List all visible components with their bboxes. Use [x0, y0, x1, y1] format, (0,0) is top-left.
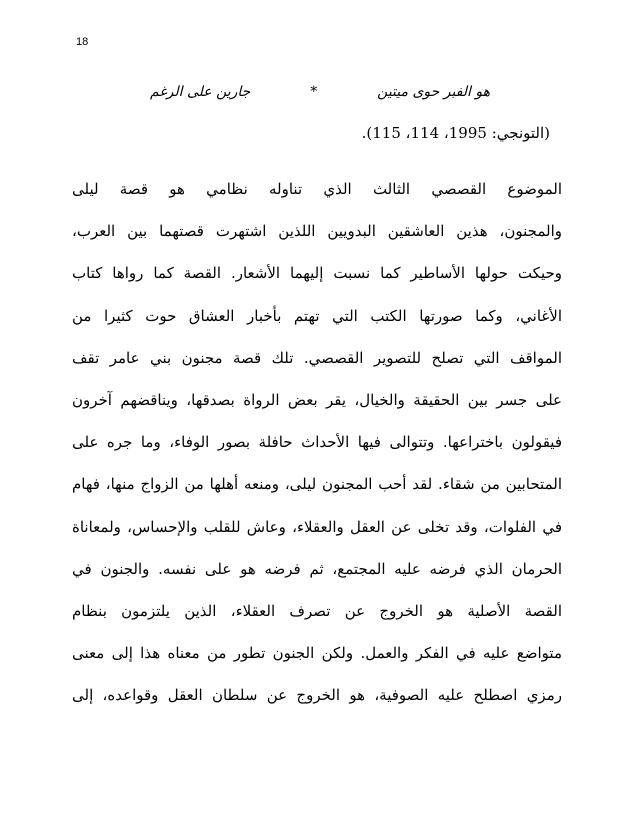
text-line: الحرمان الذي فرضه عليه المجتمع، ثم فرضه هو على نفسه. والجنون في	[72, 559, 562, 578]
body-paragraph	[72, 168, 562, 716]
text-line: والمجنون، هذين العاشقين البدويين اللذين اشتهرت قصتهما بين العرب،	[72, 222, 562, 241]
text-line: متواضع عليه في الفكر والعمل. ولكن الجنون تطور من معناه هذا إلى معنى	[72, 644, 562, 663]
text-line: المتحابين من شقاء. لقد أحب المجنون ليلى، ومنعه أهلها من الزواج منها، فهام	[72, 475, 562, 494]
verse-second-hemistich: جارين على الرغم	[150, 84, 251, 100]
text-line: الموضوع القصصي الثالث الذي تناوله نظامي هو قصة ليلى	[72, 180, 562, 198]
text-line: القصة الأصلية هو الخروج عن تصرف العقلاء، الذين يلتزمون بنظام	[72, 601, 562, 620]
verse-first-hemistich: هو الفبر حوى ميتين	[377, 84, 490, 100]
text-line: الأغاني، وكما صورتها الكتب التي تهتم بأخبار العشاق حوت كثيرا من	[72, 306, 562, 325]
text-line: على جسر بين الحقيقة والخيال، يقر بعض الرواة بصدقها، ويناقضهم آخرون	[72, 390, 562, 409]
poetry-verse	[150, 84, 490, 100]
text-line: رمزي اصطلح عليه الصوفية، هو الخروج عن سلطان العقل وقواعده، إلى	[72, 686, 562, 705]
verse-separator: *	[310, 84, 318, 100]
text-line: فيقولون باختراعها. وتتوالى فيها الأحداث حافلة بصور الوفاء، وما جره على	[72, 433, 562, 452]
text-line: المواقف التي تصلح للتصوير القصصي. تلك قصة مجنون بني عامر تقف	[72, 348, 562, 367]
text-line: في الفلوات، وقد تخلى عن العقل والعقلاء، وعاش للقلب والإحساس، ولمعاناة	[72, 517, 562, 536]
page-number: 18	[76, 36, 89, 48]
text-line: وحيكت حولها الأساطير كما نسبت إليهما الأشعار. القصة كما رواها كتاب	[72, 264, 562, 283]
citation: (التونجي: 1995، 114، 115).	[361, 124, 550, 142]
